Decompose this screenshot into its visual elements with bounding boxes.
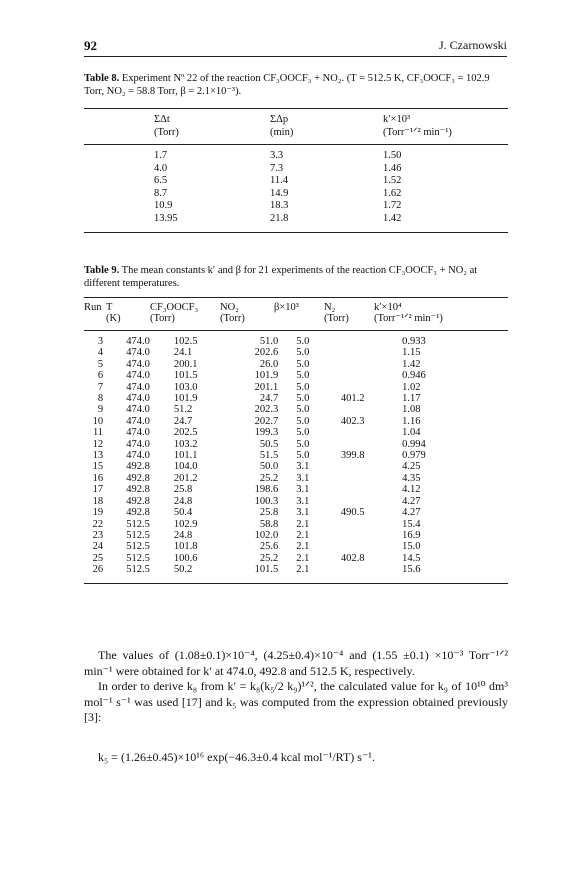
table-cell: 15 — [92, 461, 104, 473]
table-cell: 474.0 — [126, 438, 150, 450]
table-cell: 5.0 — [296, 347, 310, 359]
table-cell: 16.9 — [402, 529, 421, 541]
table-cell: 3.1 — [296, 495, 310, 507]
table-cell: 25.2 — [259, 552, 279, 564]
table-cell: 5.0 — [296, 358, 310, 370]
table-cell: 4.12 — [402, 484, 421, 496]
table-row — [84, 530, 508, 541]
table-cell: 474.0 — [126, 427, 150, 439]
table-cell: 26 — [92, 564, 104, 576]
table-cell: 1.52 — [383, 175, 402, 187]
table-cell: 5.0 — [296, 427, 310, 439]
table-row — [84, 163, 508, 176]
table-cell: 8.7 — [154, 187, 168, 199]
table-8-col-header: ΣΔt — [154, 114, 170, 125]
table-9-col-unit: (Torr⁻¹ᐟ² min⁻¹) — [374, 313, 443, 325]
table-cell: 4.27 — [402, 495, 421, 507]
table-cell: 474.0 — [126, 347, 150, 359]
table-cell: 1.17 — [402, 393, 421, 405]
table-cell: 202.7 — [254, 415, 279, 427]
table-cell: 100.6 — [173, 552, 198, 564]
table-cell: 2.1 — [296, 529, 310, 541]
table-cell: 5.0 — [296, 438, 310, 450]
table-cell: 25.6 — [259, 541, 279, 553]
paragraph-1: The values of (1.08±0.1)×10⁻⁴, (4.25±0.4)×10⁻⁴ and (1.55 ±0.1) ×10⁻³ Torr⁻¹ᐟ² min⁻¹ were obtained for k′ at 474.0, 492.8 and 512.5 K, respectively. — [84, 648, 508, 678]
table-cell: 104.0 — [173, 461, 198, 473]
page-number: 92 — [84, 38, 97, 53]
table-cell: 492.8 — [126, 472, 150, 484]
table-9-label: Table 9. — [84, 265, 120, 276]
table-cell: 101.5 — [254, 564, 279, 576]
table-8-bottom-rule — [84, 232, 508, 233]
table-cell: 50.4 — [173, 507, 193, 519]
table-cell: 101.9 — [254, 370, 279, 382]
table-cell: 24 — [92, 541, 104, 553]
table-8-col-unit: (Torr⁻¹ᐟ² min⁻¹) — [383, 126, 452, 138]
table-cell: 2.1 — [296, 564, 310, 576]
table-cell: 101.1 — [173, 450, 198, 462]
table-cell — [337, 496, 384, 507]
table-cell: 17 — [92, 484, 104, 496]
table-row — [84, 188, 508, 201]
table-cell: 4 — [97, 347, 104, 359]
table-cell — [337, 427, 384, 438]
table-row — [84, 461, 508, 472]
table-cell: 202.3 — [254, 404, 279, 416]
table-9-bottom-rule — [84, 583, 508, 584]
table-cell: 512.5 — [126, 529, 150, 541]
table-cell — [337, 359, 384, 370]
table-9-body — [84, 336, 508, 576]
table-cell: 5.0 — [296, 415, 310, 427]
table-cell: 24.1 — [173, 347, 193, 359]
table-cell: 492.8 — [126, 495, 150, 507]
table-row — [84, 541, 508, 552]
table-cell: 201.2 — [173, 472, 198, 484]
table-9-header-row — [84, 302, 508, 313]
table-cell: 402.8 — [340, 552, 365, 564]
table-cell: 202.6 — [254, 347, 279, 359]
table-cell: 1.08 — [402, 404, 421, 416]
table-row — [84, 427, 508, 438]
table-8-header-row — [84, 114, 508, 127]
table-cell: 7 — [97, 381, 104, 393]
table-cell: 3.1 — [296, 472, 310, 484]
table-cell: 5.0 — [296, 336, 310, 347]
table-row — [84, 416, 508, 427]
table-9-top-rule — [84, 297, 508, 298]
table-9-col-header: β×10³ — [274, 302, 299, 313]
table-cell: 15.0 — [402, 541, 421, 553]
table-9-col-unit: (Torr) — [220, 313, 245, 325]
table-cell: 474.0 — [126, 370, 150, 382]
table-cell: 3 — [97, 336, 104, 347]
table-cell: 15.6 — [402, 564, 421, 576]
table-row — [84, 484, 508, 495]
table-cell: 58.8 — [259, 518, 279, 530]
table-cell: 1.02 — [402, 381, 421, 393]
table-cell: 1.42 — [402, 358, 421, 370]
table-cell: 402.3 — [340, 415, 365, 427]
table-cell: 13.95 — [154, 212, 178, 224]
table-9-col-header: k′×10⁴ — [374, 302, 402, 313]
table-cell — [337, 439, 384, 450]
table-row — [84, 564, 508, 575]
table-cell: 399.8 — [340, 450, 365, 462]
table-9-col-header: NO₂ — [220, 302, 239, 313]
table-cell — [337, 564, 384, 575]
table-cell: 13 — [92, 450, 104, 462]
table-cell: 25.8 — [173, 484, 193, 496]
table-cell: 24.7 — [259, 393, 279, 405]
table-row — [84, 496, 508, 507]
table-cell: 492.8 — [126, 507, 150, 519]
table-cell: 0.933 — [402, 336, 426, 347]
table-9-col-unit: (Torr) — [324, 313, 349, 325]
table-row — [84, 519, 508, 530]
table-9-col-header: CF₃OOCF₃ — [150, 302, 199, 313]
table-cell — [337, 347, 384, 358]
table-9-header-rule — [84, 330, 508, 331]
table-cell: 14.5 — [402, 552, 421, 564]
table-cell: 1.72 — [383, 200, 402, 212]
table-row — [84, 404, 508, 415]
table-row — [84, 200, 508, 213]
table-cell: 5.0 — [296, 450, 310, 462]
table-cell: 8 — [97, 393, 104, 405]
table-9-col-header: N₂ — [324, 302, 336, 313]
table-cell: 102.9 — [173, 518, 198, 530]
table-cell — [337, 530, 384, 541]
table-8-col-header: k′×10³ — [383, 114, 411, 125]
table-cell: 2.1 — [296, 518, 310, 530]
table-cell: 24.8 — [173, 495, 193, 507]
table-row — [84, 393, 508, 404]
table-cell: 11 — [92, 427, 104, 439]
table-cell: 101.5 — [173, 370, 198, 382]
table-9-col-unit: (Torr) — [150, 313, 175, 325]
table-cell: 198.6 — [254, 484, 279, 496]
running-author: J. Czarnowski — [439, 38, 507, 52]
table-cell: 3.3 — [270, 150, 284, 161]
table-cell: 103.2 — [173, 438, 198, 450]
table-cell: 490.5 — [340, 507, 365, 519]
table-cell: 7.3 — [270, 162, 284, 174]
table-cell: 14.9 — [270, 187, 289, 199]
table-9-units-row — [84, 313, 508, 324]
table-cell: 474.0 — [126, 450, 150, 462]
table-cell: 474.0 — [126, 336, 150, 347]
table-cell — [337, 484, 384, 495]
table-cell — [337, 336, 384, 347]
table-cell: 26.0 — [259, 358, 279, 370]
table-cell: 492.8 — [126, 461, 150, 473]
table-cell — [337, 519, 384, 530]
table-cell: 4.35 — [402, 472, 421, 484]
table-cell: 1.50 — [383, 150, 402, 161]
table-cell: 51.5 — [259, 450, 279, 462]
table-9-header — [84, 302, 508, 325]
table-row — [84, 150, 508, 163]
table-cell: 512.5 — [126, 552, 150, 564]
table-cell: 100.3 — [254, 495, 279, 507]
table-cell: 50.0 — [259, 461, 279, 473]
table-cell: 2.1 — [296, 541, 310, 553]
table-cell: 25 — [92, 552, 104, 564]
table-cell: 9 — [97, 404, 104, 416]
table-cell — [337, 370, 384, 381]
table-cell: 25.2 — [259, 472, 279, 484]
table-cell — [337, 382, 384, 393]
table-8-caption — [84, 72, 508, 98]
table-row — [84, 553, 508, 564]
table-9-col-unit — [84, 313, 106, 324]
table-8-units-row — [84, 127, 508, 140]
table-cell — [337, 461, 384, 472]
table-8-col-unit: (min) — [270, 126, 294, 138]
table-cell: 202.5 — [173, 427, 198, 439]
table-8-header — [84, 114, 508, 139]
table-row — [84, 450, 508, 461]
table-9-col-unit: (K) — [106, 313, 121, 325]
table-cell: 4.27 — [402, 507, 421, 519]
table-cell: 1.16 — [402, 415, 421, 427]
table-row — [84, 370, 508, 381]
table-cell: 21.8 — [270, 212, 289, 224]
table-cell: 5.0 — [296, 381, 310, 393]
table-cell: 10 — [92, 415, 104, 427]
table-cell: 23 — [92, 529, 104, 541]
table-9-col-unit — [274, 313, 324, 324]
table-cell: 16 — [92, 472, 104, 484]
table-8-caption-text: Experiment Nº 22 of the reaction CF₃OOCF₃ + NO₂. (T = 512.5 K, CF₃OOCF₃ = 102.9 Torr, NO₂ = 58.8 Torr, β = 2.1×10⁻³). — [84, 73, 490, 97]
table-cell: 1.62 — [383, 187, 402, 199]
table-row — [84, 439, 508, 450]
table-cell: 5.0 — [296, 370, 310, 382]
table-8-header-rule — [84, 144, 508, 145]
table-cell: 512.5 — [126, 564, 150, 576]
table-cell: 18.3 — [270, 200, 289, 212]
table-cell: 51.2 — [173, 404, 193, 416]
table-cell: 0.994 — [402, 438, 426, 450]
table-cell: 10.9 — [154, 200, 173, 212]
table-8-top-rule — [84, 108, 508, 109]
table-cell: 0.979 — [402, 450, 426, 462]
table-row — [84, 213, 508, 226]
table-cell: 6.5 — [154, 175, 168, 187]
table-cell: 102.0 — [254, 529, 279, 541]
table-cell: 200.1 — [173, 358, 198, 370]
table-cell: 2.1 — [296, 552, 310, 564]
table-cell: 11.4 — [270, 175, 288, 187]
table-cell: 1.46 — [383, 162, 402, 174]
table-cell: 15.4 — [402, 518, 421, 530]
table-cell: 474.0 — [126, 404, 150, 416]
table-row — [84, 473, 508, 484]
table-cell: 102.5 — [173, 336, 198, 347]
paragraph-2: In order to derive k₈ from k′ = k₈(k₅/2 k₉)¹ᐟ², the calculated value for k₉ of 10¹⁰ dm³ mol⁻¹ s⁻¹ was used [17] and k₅ was computed from the expression obtained previously [3]: — [84, 679, 508, 725]
table-cell: 24.7 — [173, 415, 193, 427]
table-cell: 512.5 — [126, 518, 150, 530]
table-cell: 6 — [97, 370, 104, 382]
table-cell: 50.2 — [173, 564, 193, 576]
table-cell: 492.8 — [126, 484, 150, 496]
table-cell: 201.1 — [254, 381, 279, 393]
table-row — [84, 359, 508, 370]
table-8-col-header: ΣΔp — [270, 114, 289, 125]
table-cell — [337, 473, 384, 484]
table-cell: 24.8 — [173, 529, 193, 541]
table-9-caption — [84, 264, 508, 290]
table-cell: 4.25 — [402, 461, 421, 473]
table-cell: 19 — [92, 507, 104, 519]
table-cell: 1.15 — [402, 347, 421, 359]
table-row — [84, 382, 508, 393]
table-8-col-unit: (Torr) — [154, 126, 179, 138]
table-9-caption-text: The mean constants k′ and β for 21 experiments of the reaction CF₃OOCF₃ + NO₂ at different temperatures. — [84, 265, 478, 289]
table-cell: 0.946 — [402, 370, 426, 382]
body-text — [84, 648, 508, 726]
table-cell: 1.42 — [383, 212, 402, 224]
table-row — [84, 507, 508, 518]
table-8-label: Table 8. — [84, 73, 120, 84]
table-cell: 3.1 — [296, 484, 310, 496]
table-cell: 1.04 — [402, 427, 421, 439]
table-cell: 25.8 — [259, 507, 279, 519]
table-cell — [337, 404, 384, 415]
table-cell — [337, 541, 384, 552]
table-cell: 5 — [97, 358, 104, 370]
table-cell: 103.0 — [173, 381, 198, 393]
table-cell: 101.8 — [173, 541, 198, 553]
table-cell: 474.0 — [126, 415, 150, 427]
table-cell: 5.0 — [296, 404, 310, 416]
table-cell: 3.1 — [296, 507, 310, 519]
table-cell: 474.0 — [126, 358, 150, 370]
table-cell: 199.3 — [254, 427, 279, 439]
table-cell: 50.5 — [259, 438, 279, 450]
table-cell: 101.9 — [173, 393, 198, 405]
table-cell: 5.0 — [296, 393, 310, 405]
table-row — [84, 347, 508, 358]
rate-formula: k₅ = (1.26±0.45)×10¹⁶ exp(−46.3±0.4 kcal mol⁻¹/RT) s⁻¹. — [98, 750, 375, 764]
table-cell: 12 — [92, 438, 104, 450]
table-cell: 3.1 — [296, 461, 310, 473]
table-cell: 474.0 — [126, 393, 150, 405]
table-cell: 474.0 — [126, 381, 150, 393]
table-cell: 18 — [92, 495, 104, 507]
table-8-body — [84, 150, 508, 226]
table-cell: 401.2 — [340, 393, 365, 405]
table-cell: 51.0 — [259, 336, 279, 347]
table-9-col-header: Run — [84, 302, 102, 313]
table-cell: 512.5 — [126, 541, 150, 553]
table-cell: 4.0 — [154, 162, 168, 174]
table-cell: 22 — [92, 518, 104, 530]
table-9-col-header: T — [106, 302, 113, 313]
running-header — [84, 38, 507, 57]
table-cell: 1.7 — [154, 150, 168, 161]
table-row — [84, 336, 508, 347]
table-row — [84, 175, 508, 188]
